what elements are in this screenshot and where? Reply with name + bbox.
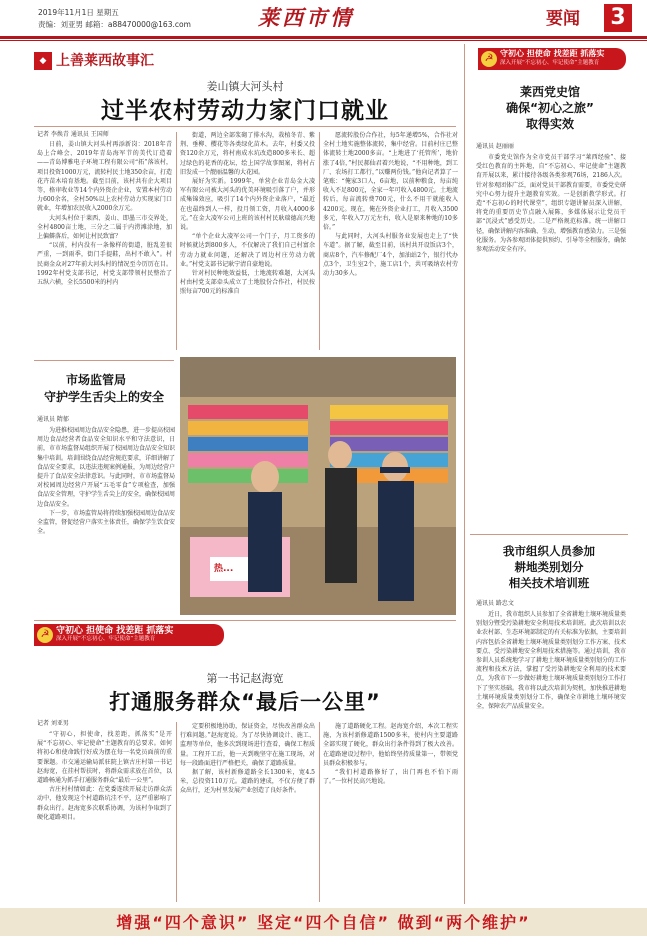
divider: [464, 44, 465, 904]
section-title: 要闻: [546, 9, 580, 29]
right-story1-body: [476, 153, 626, 528]
divider: [470, 534, 628, 535]
market-body: [37, 426, 175, 612]
campaign-banner-bottom: [34, 624, 224, 646]
bottom-kicker: 第一书记赵海宽: [206, 672, 284, 685]
right-story2-headline-2: 耕地类别划分: [514, 560, 584, 574]
paragraph: 日前，姜山镇大河头村再添新岗：2018年青岛上合峰会、2019年青岛海军节的美代订造着——青岛博雅电子环境工程有限公司“拓”落该村，项目投资1000万元，流转村民土地350余亩，打造花卉苗木培育基地。截至目前，该村共有企大项目等，格审收业等14个内外资企企业，安置本村劳动力600余名，全村50%以上农村劳动力实现家门口就业，年增加农民收入2000余万元。: [37, 141, 172, 213]
main-col-1: [37, 140, 172, 350]
paragraph: “以前，村内没有一条像样的街道，脏乱差很严重，一到雨季，街门手提鞋，出村不敢入”。村民商金众对27年前大河头村的情况至今历历在目。1992年村党支部书记，村党支部带领村民整治了五纵六横，全长5500米的村内: [37, 242, 172, 287]
store-inspection-photo: [180, 357, 456, 615]
right-story2-body: [476, 610, 626, 902]
news-photo: [180, 357, 456, 615]
paragraph: 古庄村村情如此：在党委连续开展走访群众活动中，他发现这个村道路坑洼不平，这严重影响了群众出行。赵海宽多次联系协调，为该村争取到了硬化道路项目。: [37, 786, 172, 821]
paragraph: 街道，两边全部浆砌了排水沟，栽植冬青、紫荆、垂柳、樱花等各类绿化苗木。去年，村委又投资120余万元，将村南成水坑改造800多米长、超过绿色的花香的花坛，绘上国学故事图案，将村占旧发成一个靓丽温馨的大花园。: [180, 132, 315, 176]
paragraph: 展好为实新。1999年，单营企业青岛金大凌军有限公司被大河头的优美环境吸引落了户，并形成集锦效应，吸引了14个内外资企业落户，“最近在也最终到人一样，投月领工资，月收入4000多元。”在金大凌军公司上班的该村村民耿瑞德高兴地说。: [180, 178, 315, 232]
bottom-col-3: [323, 722, 458, 902]
right-story1-byline: 通讯员 赵丽丽: [476, 143, 514, 150]
header-rule-thin: [0, 40, 647, 41]
paragraph: 施了道路硬化工程。赵海宽介绍，本次工程实施，为该村新修道路1500多米，使村内主要道路全部实现了硬化，群众出行条件得到了极大改善。在道路建设过程中，他始终坚持质量第一，带领党员群众积极参与。: [323, 723, 458, 767]
banner-label: 上善莱西故事汇: [56, 53, 154, 69]
campaign-slogan: 守初心 担使命 找差距 抓落实: [56, 626, 174, 636]
paragraph: 下一步，市场监管局将持续加强校园周边食品安全监管，督促经营户落实主体责任，确保学生饮食安全。: [37, 509, 175, 536]
paragraph: 为进推校园周边食品安全隐患，进一步提高校园周边食品经营者食品安全知识水平和守法意识，日前，市市场监督局组织开展了校园周边食品安全知识集中培训。培训围绕食品经营规范要求，详细讲解了食品安全要求，以违法违规案例通报，为周边经营户提升了食品安全法律意识。与此同时，市市场监督局对校园周边经营户开展“五毛零食”专项检查，加强食品安全管理，守护学生舌尖上的安全，确保校园周边食品安全。: [37, 427, 175, 508]
paragraph: “我们村道路修好了，出门再也不怕下雨了。”一位村民高兴地说。: [323, 769, 458, 786]
paragraph: 近日，我市组织人员参加了全省耕地土壤环境质量类别划分暨受污染耕地安全利用技术培训班。此次培训以农业农村部、生态环境部制定的有关标准为依据，主要培训内容包括全省耕地土壤环境质量类别划分工作方案、技术要点、受污染耕地安全利用技术措施等。通过培训，我市参训人员系统地学习了耕地土壤环境质量类别划分的工作流程和技术方法，掌握了受污染耕地安全利用的技术要点，为我市下一步做好耕地土壤环境质量类别划分工作打下了坚实基础。我市将以此次培训为契机，加快推进耕地土壤环境质量类别划分工作，确保全市耕地土壤环境安全，保障农产品质量安全。: [476, 611, 626, 711]
main-headline: 过半农村劳动力家门口就业: [101, 98, 389, 124]
page-number: 3: [604, 4, 632, 32]
header-info: [38, 8, 191, 32]
paragraph: 针对村民种地效益低，土地流转难题，大河头村由村党支部牵头成立了土地股份合作社，村民按照每亩700元的标准自: [180, 270, 315, 296]
right-story2-headline-3: 相关技术培训班: [508, 576, 590, 590]
story-banner: [34, 52, 154, 72]
bottom-col-2: [180, 722, 315, 902]
right-story2-headline-1: 我市组织人员参加: [503, 544, 595, 558]
main-col-3: [323, 131, 458, 350]
paragraph: “单个企业大凌军公司一个门子，月工资多的时候就达到800多人，不仅解决了我们自己村富余劳动力就业问题，还解决了周边村庄劳动力就业。”村党支部书记耿宁清自豪地说。: [180, 233, 315, 268]
bottom-headline: 打通服务群众“最后一公里”: [109, 690, 381, 714]
divider: [176, 132, 177, 350]
right-story1-headline-2: 确保“初心之旅”: [506, 101, 594, 115]
footer-slogan: 增强“四个意识” 坚定“四个自信” 做到“两个维护”: [116, 913, 531, 932]
market-headline-1: 市场监管局: [66, 373, 127, 387]
divider: [34, 620, 456, 621]
party-emblem-icon: ☭: [481, 51, 497, 67]
divider: [34, 360, 174, 361]
market-headline-2: 守护学生舌尖上的安全: [43, 390, 164, 404]
divider: [34, 126, 456, 127]
paragraph: “守初心，担使命，找差距，抓落实”是开展“不忘初心、牢记使命”主题教育的总要求。如何将初心和使命践行好成为摆在每一名党员面前的重要课题。市交通运输局派驻院上镇古庄村第一书记赵海宽，在挂村帮扶时，将群众需求放在首位，以道路畅通为抓手打通服务群众“最后一公里”。: [37, 731, 172, 785]
right-story1-headline-1: 莱西党史馆: [519, 85, 580, 99]
divider: [319, 132, 320, 350]
paragraph: 与此同时，大河头村服务业发展也走上了“快车道”。据了解，截至目前，该村共开设饭店3个，商店8个，汽车修配厂4个，加油站2个，银行代办点3个，卫生室2个，施工店1个，共可吸纳农村劳动力30多人。: [323, 233, 458, 278]
bottom-byline: 记者 刘亚男: [37, 720, 69, 727]
right-story1-headline-3: 取得实效: [525, 117, 574, 131]
paragraph: 愿流转股份合作社，每5年递增5%，合作社对全村土地实施整体流转，集中经营。目前村庄已整体流转土地2000多亩。“上地进了‘托管所’，地价涨了4倍，”村民郝仙君着兴地说，“不用种地，到工厂、农场打工都行，”以赚两份钱。”他向记者算了一笔账：“俺家3口人，6亩地，以前种粮食，每亩纯收入不足800元，全家一年可收入4800元。土地流转后，每亩流转费700元，什么不用干就能收入4200元。现在，俺在外资企业打工，月收入3500多元，年收入7万元左右，收入是原来种地的10多倍。”: [323, 132, 458, 232]
paragraph: 市委党史馆作为全市党员干部学习“莱西经验”、接受红色教育的主阵地，自“不忘初心、牢记使命”主题教育开展以来，累计接待各级各类参观76场，2186人次。针对参观团体广泛，面对党员干部教育需要，市委党史研究中心努力提升主题教育实效。一是创新教学形式。打造“不忘初心的时代课堂”，组织专题讲解员深入讲解，将党的重要历史节点融入展陈，多媒体展示让党员干部“沉浸式”感受历史。二是严格规范标准。统一讲解口径，确保讲解内容准确、生动，增强教育感染力。三是强化服务。为各参观团体提供预约、引导等全程服务，确保参观活动安全有序。: [476, 154, 626, 254]
campaign-banner-right: [478, 48, 626, 70]
campaign-subtitle: 深入开展“不忘初心、牢记使命”主题教育: [500, 60, 600, 66]
campaign-slogan: 守初心 担使命 找差距 抓落实: [500, 49, 605, 58]
divider: [319, 722, 320, 902]
main-byline: 记者 李焕青 通讯员 王国师: [37, 131, 109, 138]
paragraph: 大河头村位于莱西、姜山、即墨三市交界处，全村4800亩土地，三分之二属于内涝滩涂地，加上偏僻落后，如何让村民致富？: [37, 214, 172, 241]
paragraph: 据了解，该村新修道路全长1300米，宽4.5米，总投资110万元。道路的建成，不仅方便了群众出行，还为村里发展产业创造了良好条件。: [180, 769, 315, 795]
bottom-col-1: [37, 730, 172, 902]
header-rule: [0, 36, 647, 39]
divider: [176, 722, 177, 902]
issue-date: 2019年11月1日 星期五: [38, 8, 119, 17]
party-emblem-icon: ☭: [37, 627, 53, 643]
banner-logo-icon: ◆: [34, 52, 52, 70]
photo-sign-text: 热...: [214, 564, 234, 574]
main-col-2: [180, 131, 315, 350]
right-story2-byline: 通讯员 路忠文: [476, 600, 514, 607]
paragraph: 定要积极地协助，保证资金，尽快改善群众出行难问题。”赵海宽说。为了尽快协调设计、施工、监理等单位，他多次到现场进行查看，确保工程质量。工程开工后，他一天到晚坚守在施工现场，对每一段路面进行严格把关，确保了道路质量。: [180, 723, 315, 767]
market-byline: 通讯员 隋郁: [37, 416, 69, 423]
main-kicker: 姜山镇大河头村: [206, 80, 284, 93]
masthead: 莱西市情: [258, 5, 354, 30]
campaign-subtitle: 深入开展“不忘初心、牢记使命”主题教育: [56, 636, 156, 642]
editor-line: 责编：刘亚男 邮箱：a88470000@163.com: [38, 20, 191, 30]
